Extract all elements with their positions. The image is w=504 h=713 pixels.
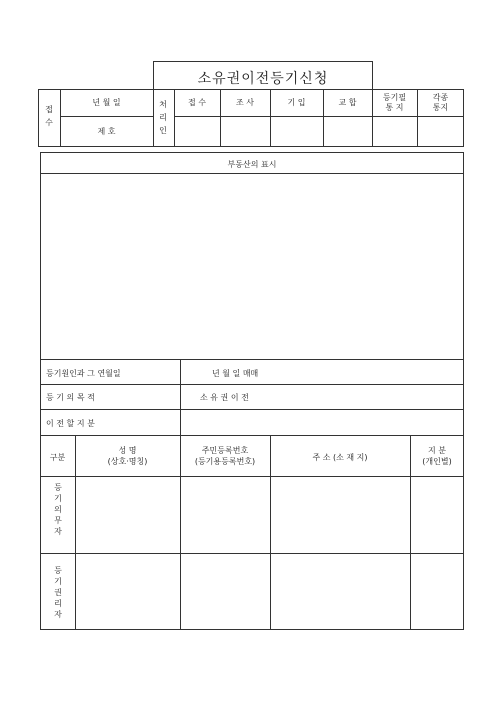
document-title: 소유권이전등기신청 [197,71,329,87]
title-box [153,61,373,90]
obligor-label: 등 기 의 무 자 [54,483,62,536]
property-header: 부동산의 표시 [227,160,277,169]
holder-label: 등 기 권 리 자 [54,566,62,619]
header-various-notice: 각종 통지 [432,93,449,112]
col-share: 지 분 (개인별) [422,446,452,466]
cause-label: 등기원인과 그 연월일 [46,369,121,378]
header-verify: 교 합 [338,98,357,107]
property-description-area[interactable] [41,174,463,359]
receipt-label: 접 수 [45,105,53,127]
col-name: 성 명 (상호·명칭) [107,446,148,466]
receipt-number-label: 제 호 [97,127,116,136]
header-completion-notice: 등기필 통 지 [382,93,407,112]
col-kind: 구분 [49,453,66,462]
col-id-number: 주민등록번호 (등기용등록번호) [194,446,256,466]
header-review: 조 사 [236,98,254,107]
purpose-label: 등 기 의 목 적 [46,393,95,402]
share-value-field[interactable] [181,410,463,434]
purpose-value: 소 유 권 이 전 [200,393,249,402]
share-label: 이 전 할 지 분 [46,419,95,428]
header-receipt: 접 수 [188,98,206,107]
header-entry: 기 입 [287,98,306,107]
receipt-date-label: 년 월 일 [92,98,121,107]
col-address: 주 소 (소 재 지) [312,453,368,462]
processor-label: 처 리 인 [159,100,167,135]
cause-value: 년 월 일 매매 [212,369,259,378]
